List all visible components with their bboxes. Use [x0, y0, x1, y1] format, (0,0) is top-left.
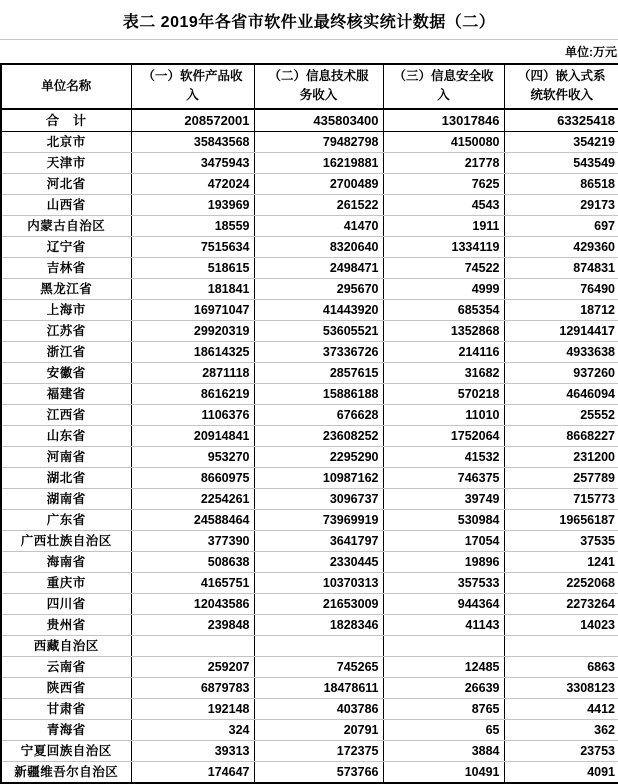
value-cell: 193969: [131, 194, 254, 215]
region-cell: 广西壮族自治区: [1, 530, 131, 551]
value-cell: 7515634: [131, 236, 254, 257]
value-cell: 4091: [504, 761, 618, 783]
table-row: [1, 614, 618, 635]
value-cell: 2700489: [254, 173, 383, 194]
value-cell: 31682: [383, 362, 504, 383]
value-cell: 20914841: [131, 425, 254, 446]
value-cell: 41532: [383, 446, 504, 467]
value-cell: 543549: [504, 152, 618, 173]
region-cell: 湖南省: [1, 488, 131, 509]
value-cell: 4412: [504, 698, 618, 719]
value-cell: 4543: [383, 194, 504, 215]
region-cell: 海南省: [1, 551, 131, 572]
value-cell: 518615: [131, 257, 254, 278]
value-cell: 377390: [131, 530, 254, 551]
value-cell: 18712: [504, 299, 618, 320]
value-cell: 8668227: [504, 425, 618, 446]
table-row: [1, 551, 618, 572]
region-cell: 上海市: [1, 299, 131, 320]
value-cell: 8616219: [131, 383, 254, 404]
region-cell: 福建省: [1, 383, 131, 404]
value-cell: 570218: [383, 383, 504, 404]
value-cell: 2330445: [254, 551, 383, 572]
region-cell: 山西省: [1, 194, 131, 215]
value-cell: 12485: [383, 656, 504, 677]
value-cell: 295670: [254, 278, 383, 299]
region-cell: 陕西省: [1, 677, 131, 698]
value-cell: 12914417: [504, 320, 618, 341]
value-cell: 944364: [383, 593, 504, 614]
value-cell: 23608252: [254, 425, 383, 446]
value-cell: 21653009: [254, 593, 383, 614]
value-cell: 192148: [131, 698, 254, 719]
value-cell: 2273264: [504, 593, 618, 614]
value-cell: 937260: [504, 362, 618, 383]
value-cell: 746375: [383, 467, 504, 488]
value-cell: 13017846: [383, 109, 504, 132]
table-row: [1, 257, 618, 278]
value-cell: 41443920: [254, 299, 383, 320]
region-cell: 北京市: [1, 131, 131, 152]
table-row: [1, 383, 618, 404]
value-cell: 63325418: [504, 109, 618, 132]
value-cell: 2295290: [254, 446, 383, 467]
region-cell: 新疆维吾尔自治区: [14, 764, 119, 779]
value-cell: 172375: [254, 740, 383, 761]
page-title: 表二 2019年各省市软件业最终核实统计数据（二）: [122, 14, 496, 31]
value-cell: 208572001: [131, 109, 254, 132]
value-cell: 1352868: [383, 320, 504, 341]
value-cell: 35843568: [131, 131, 254, 152]
value-cell: 530984: [383, 509, 504, 530]
value-cell: 231200: [504, 446, 618, 467]
value-cell: 354219: [504, 131, 618, 152]
value-cell: 24588464: [131, 509, 254, 530]
value-cell: 79482798: [254, 131, 383, 152]
value-cell: 3308123: [504, 677, 618, 698]
value-cell: 25552: [504, 404, 618, 425]
column-header: （三）信息安全收入: [383, 64, 504, 109]
region-cell: 河南省: [1, 446, 131, 467]
value-cell: 2871118: [131, 362, 254, 383]
table-row: [1, 761, 618, 783]
region-cell: 河北省: [1, 173, 131, 194]
value-cell: 18478611: [254, 677, 383, 698]
region-cell: 贵州省: [1, 614, 131, 635]
value-cell: 65: [383, 719, 504, 740]
value-cell: 1241: [504, 551, 618, 572]
value-cell: 10370313: [254, 572, 383, 593]
region-cell: 江西省: [1, 404, 131, 425]
table-row: [1, 635, 618, 656]
region-cell: 天津市: [1, 152, 131, 173]
value-cell: 21778: [383, 152, 504, 173]
region-cell: 辽宁省: [1, 236, 131, 257]
value-cell: 19896: [383, 551, 504, 572]
table-row: [1, 593, 618, 614]
value-cell: 17054: [383, 530, 504, 551]
value-cell: 6863: [504, 656, 618, 677]
value-cell: 1911: [383, 215, 504, 236]
value-cell: 10987162: [254, 467, 383, 488]
region-cell: 西藏自治区: [1, 635, 131, 656]
table-row: [1, 152, 618, 173]
region-cell: 江苏省: [1, 320, 131, 341]
value-cell: 2857615: [254, 362, 383, 383]
value-cell: 4646094: [504, 383, 618, 404]
value-cell: 41470: [254, 215, 383, 236]
table-row: [1, 194, 618, 215]
value-cell: 15886188: [254, 383, 383, 404]
table-row: [1, 320, 618, 341]
value-cell: 76490: [504, 278, 618, 299]
value-cell: 214116: [383, 341, 504, 362]
value-cell: 14023: [504, 614, 618, 635]
region-cell: 黑龙江省: [1, 278, 131, 299]
value-cell: 41143: [383, 614, 504, 635]
value-cell: 3884: [383, 740, 504, 761]
value-cell: 2254261: [131, 488, 254, 509]
table-row: [1, 467, 618, 488]
value-cell: [383, 635, 504, 656]
value-cell: 953270: [131, 446, 254, 467]
region-cell: 浙江省: [1, 341, 131, 362]
value-cell: 23753: [504, 740, 618, 761]
value-cell: 10491: [383, 761, 504, 783]
value-cell: 715773: [504, 488, 618, 509]
region-cell: 甘肃省: [1, 698, 131, 719]
table-row: [1, 404, 618, 425]
value-cell: 16219881: [254, 152, 383, 173]
value-cell: 2252068: [504, 572, 618, 593]
value-cell: 573766: [254, 761, 383, 783]
region-cell: 山东省: [1, 425, 131, 446]
value-cell: 4150080: [383, 131, 504, 152]
value-cell: 685354: [383, 299, 504, 320]
value-cell: 18614325: [131, 341, 254, 362]
region-cell: 云南省: [1, 656, 131, 677]
column-header: 单位名称: [1, 64, 131, 109]
value-cell: 261522: [254, 194, 383, 215]
value-cell: 8660975: [131, 467, 254, 488]
value-cell: 435803400: [254, 109, 383, 132]
value-cell: 4999: [383, 278, 504, 299]
value-cell: 1752064: [383, 425, 504, 446]
value-cell: 697: [504, 215, 618, 236]
region-cell: 重庆市: [1, 572, 131, 593]
value-cell: 39749: [383, 488, 504, 509]
value-cell: 1334119: [383, 236, 504, 257]
value-cell: 12043586: [131, 593, 254, 614]
value-cell: 259207: [131, 656, 254, 677]
region-cell: 湖北省: [1, 467, 131, 488]
value-cell: [504, 635, 618, 656]
region-cell: 广东省: [1, 509, 131, 530]
value-cell: 3096737: [254, 488, 383, 509]
region-cell: 内蒙古自治区: [1, 215, 131, 236]
value-cell: 26639: [383, 677, 504, 698]
value-cell: 18559: [131, 215, 254, 236]
value-cell: 6879783: [131, 677, 254, 698]
table-row: [1, 131, 618, 152]
value-cell: 676628: [254, 404, 383, 425]
value-cell: [131, 635, 254, 656]
column-header: （一）软件产品收入: [131, 64, 254, 109]
value-cell: 357533: [383, 572, 504, 593]
value-cell: 1828346: [254, 614, 383, 635]
column-header: （二）信息技术服务收入: [254, 64, 383, 109]
table-row: [1, 509, 618, 530]
table-row: [1, 173, 618, 194]
value-cell: 86518: [504, 173, 618, 194]
table-row: [1, 362, 618, 383]
value-cell: 7625: [383, 173, 504, 194]
value-cell: 362: [504, 719, 618, 740]
table-row: [1, 215, 618, 236]
value-cell: 39313: [131, 740, 254, 761]
table-body: [1, 109, 618, 783]
value-cell: 472024: [131, 173, 254, 194]
table-row: [1, 341, 618, 362]
value-cell: 73969919: [254, 509, 383, 530]
table-row: [1, 278, 618, 299]
region-cell: 四川省: [1, 593, 131, 614]
value-cell: 4933638: [504, 341, 618, 362]
value-cell: 181841: [131, 278, 254, 299]
value-cell: 2498471: [254, 257, 383, 278]
value-cell: 19656187: [504, 509, 618, 530]
table-row: [1, 425, 618, 446]
value-cell: 37535: [504, 530, 618, 551]
header-row: [1, 64, 618, 109]
value-cell: 1106376: [131, 404, 254, 425]
total-row: [1, 109, 618, 132]
value-cell: 429360: [504, 236, 618, 257]
table-row: [1, 677, 618, 698]
table-row: [1, 299, 618, 320]
value-cell: 174647: [131, 761, 254, 783]
value-cell: 29920319: [131, 320, 254, 341]
table-row: [1, 446, 618, 467]
value-cell: 508638: [131, 551, 254, 572]
region-cell: 安徽省: [1, 362, 131, 383]
value-cell: 29173: [504, 194, 618, 215]
value-cell: 8765: [383, 698, 504, 719]
table-row: [1, 530, 618, 551]
table-row: [1, 698, 618, 719]
region-cell: 合 计: [1, 109, 131, 132]
value-cell: 74522: [383, 257, 504, 278]
table-row: [1, 719, 618, 740]
table-row: [1, 656, 618, 677]
value-cell: 20791: [254, 719, 383, 740]
table-row: [1, 572, 618, 593]
value-cell: 16971047: [131, 299, 254, 320]
value-cell: 3475943: [131, 152, 254, 173]
value-cell: 37336726: [254, 341, 383, 362]
table-row: [1, 488, 618, 509]
unit-note: 单位:万元: [565, 45, 617, 59]
value-cell: 53605521: [254, 320, 383, 341]
value-cell: 8320640: [254, 236, 383, 257]
value-cell: 874831: [504, 257, 618, 278]
value-cell: 403786: [254, 698, 383, 719]
value-cell: 745265: [254, 656, 383, 677]
value-cell: 11010: [383, 404, 504, 425]
value-cell: 3641797: [254, 530, 383, 551]
value-cell: 257789: [504, 467, 618, 488]
value-cell: [254, 635, 383, 656]
region-cell: 青海省: [1, 719, 131, 740]
table-row: [1, 740, 618, 761]
value-cell: 239848: [131, 614, 254, 635]
region-cell: 吉林省: [1, 257, 131, 278]
column-header: （四）嵌入式系统软件收入: [504, 64, 618, 109]
table-row: [1, 236, 618, 257]
region-cell: 宁夏回族自治区: [1, 740, 131, 761]
value-cell: 4165751: [131, 572, 254, 593]
statistics-table: [0, 63, 618, 784]
value-cell: 324: [131, 719, 254, 740]
